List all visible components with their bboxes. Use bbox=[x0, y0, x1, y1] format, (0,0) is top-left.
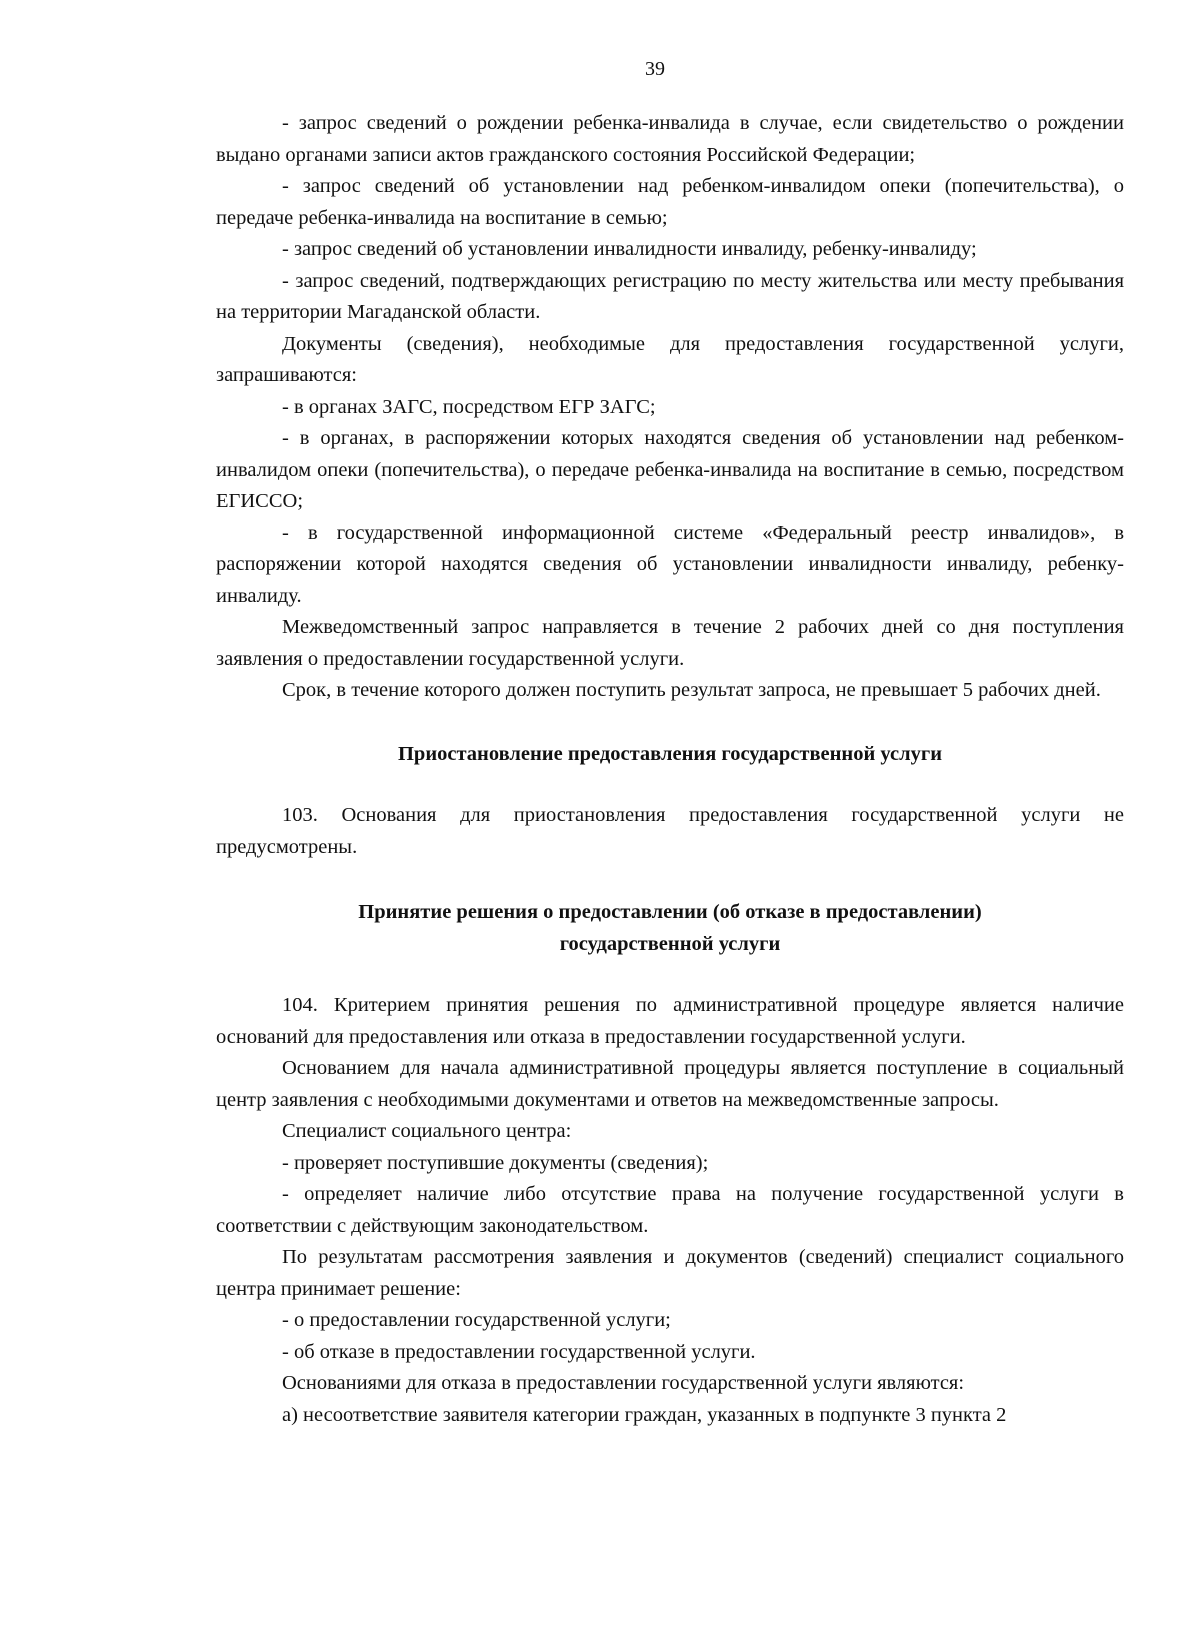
paragraph: Документы (сведения), необходимые для предоставления государственной услуги, запрашиваются: bbox=[216, 332, 1124, 386]
paragraph: Основанием для начала административной процедуры является поступление в социальный центр заявления с необходимыми документами и ответов на межведомственные запросы. bbox=[216, 1057, 1124, 1111]
spacer bbox=[216, 863, 1124, 897]
paragraph: По результатам рассмотрения заявления и документов (сведений) специалист социального центра принимает решение: bbox=[216, 1246, 1124, 1300]
page-number: 39 bbox=[645, 58, 665, 80]
paragraph: - о предоставлении государственной услуги; bbox=[282, 1309, 671, 1331]
spacer bbox=[216, 707, 1124, 739]
paragraph: Основаниями для отказа в предоставлении государственной услуги являются: bbox=[282, 1372, 965, 1394]
paragraph: 104. Критерием принятия решения по административной процедуре является наличие оснований для предоставления или отказа в предоставлении государственной услуги. bbox=[216, 994, 1124, 1048]
paragraph: 103. Основания для приостановления предоставления государственной услуги не предусмотрены. bbox=[216, 804, 1124, 858]
paragraph: - запрос сведений об установлении инвалидности инвалиду, ребенку-инвалиду; bbox=[282, 238, 977, 260]
paragraph: - в государственной информационной системе «Федеральный реестр инвалидов», в распоряжении которой находятся сведения об установлении инвалидности инвалиду, ребенку-инвалиду. bbox=[216, 521, 1124, 607]
paragraph: - об отказе в предоставлении государственной услуги. bbox=[282, 1340, 756, 1363]
paragraph: Специалист социального центра: bbox=[282, 1120, 572, 1142]
paragraph: Межведомственный запрос направляется в течение 2 рабочих дней со дня поступления заявления о предоставлении государственной услуги. bbox=[216, 616, 1124, 670]
paragraph: - в органах, в распоряжении которых находятся сведения об установлении над ребенком-инвалидом опеки (попечительства), о передаче ребенка-инвалида на воспитание в семью, посредством ЕГИССО; bbox=[216, 427, 1124, 512]
section-heading-decision-line2: государственной услуги bbox=[559, 932, 781, 955]
paragraph: - запрос сведений об установлении над ребенком-инвалидом опеки (попечительства), о передаче ребенка-инвалида на воспитание в семью; bbox=[216, 175, 1124, 229]
document-body bbox=[216, 108, 1124, 1431]
paragraph: а) несоответствие заявителя категории граждан, указанных в подпункте 3 пункта 2 bbox=[282, 1403, 1007, 1426]
paragraph: - определяет наличие либо отсутствие права на получение государственной услуги в соответствии с действующим законодательством. bbox=[216, 1183, 1124, 1237]
section-heading-suspension: Приостановление предоставления государственной услуги bbox=[397, 742, 943, 765]
paragraph: - в органах ЗАГС, посредством ЕГР ЗАГС; bbox=[282, 395, 656, 418]
paragraph: Срок, в течение которого должен поступить результат запроса, не превышает 5 рабочих дней. bbox=[282, 679, 1101, 701]
paragraph: - запрос сведений, подтверждающих регистрацию по месту жительства или месту пребывания на территории Магаданской области. bbox=[216, 269, 1124, 323]
spacer bbox=[216, 960, 1124, 990]
paragraph: - запрос сведений о рождении ребенка-инвалида в случае, если свидетельство о рождении выдано органами записи актов гражданского состояния Российской Федерации; bbox=[216, 112, 1124, 166]
section-heading-decision-line1: Принятие решения о предоставлении (об отказе в предоставлении) bbox=[358, 901, 982, 923]
paragraph: - проверяет поступившие документы (сведения); bbox=[282, 1151, 709, 1174]
spacer bbox=[216, 770, 1124, 800]
